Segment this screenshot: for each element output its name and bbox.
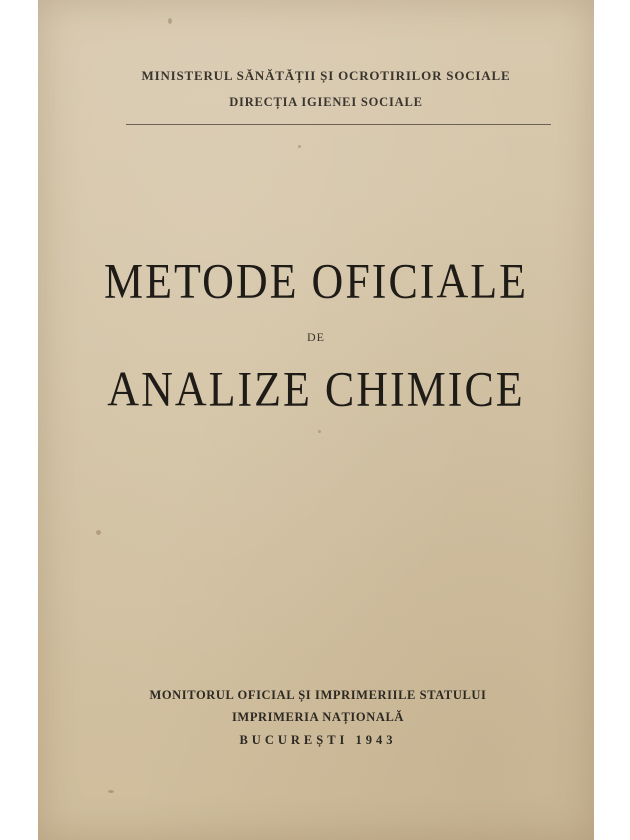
directorate-heading: DIRECȚIA IGIENEI SOCIALE: [229, 95, 423, 109]
title-connector: DE: [307, 330, 325, 344]
title-line-2: ANALIZE CHIMICE: [107, 362, 525, 417]
header-divider: [126, 124, 551, 125]
place-year-line: BUCUREȘTI 1943: [239, 733, 397, 747]
book-cover: [38, 0, 594, 840]
publisher-line: MONITORUL OFICIAL ȘI IMPRIMERIILE STATULUI: [149, 688, 487, 702]
press-line: IMPRIMERIA NAȚIONALĂ: [231, 710, 405, 724]
title-line-1: METODE OFICIALE: [104, 254, 528, 309]
ministry-heading: MINISTERUL SĂNĂTĂȚII ȘI OCROTIRILOR SOCIALE: [141, 68, 511, 83]
